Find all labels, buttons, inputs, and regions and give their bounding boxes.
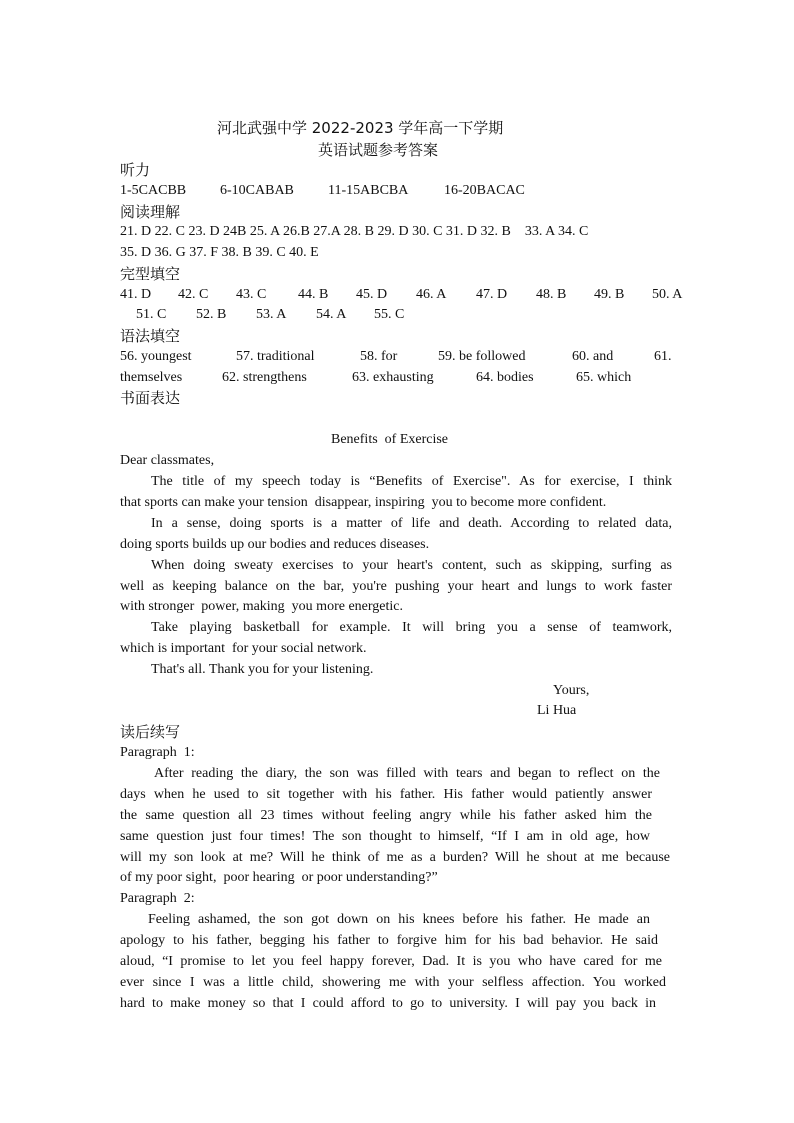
section-heading-grammar: 语法填空 <box>120 327 181 345</box>
section-heading-cloze: 完型填空 <box>120 265 181 283</box>
essay-line: Take playing basketball for example. It will bring you a sense of teamwork, <box>151 620 672 635</box>
answer-item: 62. strengthens <box>222 370 307 385</box>
answer-item: 64. bodies <box>476 370 534 385</box>
essay-line: well as keeping balance on the bar, you're pushing your heart and lungs to work faster <box>120 579 672 594</box>
answer-item: 43. C <box>236 287 267 302</box>
essay-line: When doing sweaty exercises to your heart's content, such as skipping, surfing as <box>151 558 672 573</box>
answer-item: 65. which <box>576 370 632 385</box>
document-title: 河北武强中学 2022-2023 学年高一下学期 <box>217 119 504 137</box>
answer-item: 54. A <box>316 307 347 322</box>
essay-line: that sports can make your tension disappear, inspiring you to become more confident. <box>120 495 607 510</box>
continuation-line: will my son look at me? Will he think of me as a burden? Will he shout at me because <box>120 850 670 865</box>
answer-group: 1-5CACBB <box>120 183 187 198</box>
answer-group: 6-10CABAB <box>220 183 294 198</box>
essay-line: which is important for your social network. <box>120 641 367 656</box>
answer-item: 63. exhausting <box>352 370 434 385</box>
essay-title: Benefits of Exercise <box>331 432 449 447</box>
document-subtitle: 英语试题参考答案 <box>318 141 439 159</box>
continuation-line: After reading the diary, the son was filled with tears and began to reflect on the <box>154 766 660 781</box>
essay-line: That's all. Thank you for your listening. <box>151 662 374 677</box>
section-heading-continuation: 读后续写 <box>120 723 181 741</box>
continuation-line: Feeling ashamed, the son got down on his knees before his father. He made an <box>148 912 650 927</box>
section-heading-listening: 听力 <box>120 161 151 179</box>
continuation-line: apology to his father, begging his father to forgive him for his bad behavior. He said <box>120 933 658 948</box>
answer-item: 50. A <box>652 287 683 302</box>
essay-closing: Yours, <box>553 683 590 698</box>
reading-answers-line: 35. D 36. G 37. F 38. B 39. C 40. E <box>120 245 319 260</box>
answer-item: 42. C <box>178 287 209 302</box>
answer-item: 58. for <box>360 349 398 364</box>
answer-item: 45. D <box>356 287 388 302</box>
essay-line: The title of my speech today is “Benefits of Exercise". As for exercise, I think <box>151 474 672 489</box>
answer-group: 11-15ABCBA <box>328 183 409 198</box>
answer-item: 56. youngest <box>120 349 192 364</box>
answer-item: 57. traditional <box>236 349 315 364</box>
continuation-line: ever since I was a little child, showering me with your selfless affection. You worked <box>120 975 666 990</box>
answer-item: 44. B <box>298 287 329 302</box>
answer-item: 59. be followed <box>438 349 526 364</box>
essay-salutation: Dear classmates, <box>120 453 215 468</box>
answer-item: 60. and <box>572 349 614 364</box>
answer-item: 51. C <box>136 307 167 322</box>
paragraph-label: Paragraph 1: <box>120 745 195 760</box>
answer-item: 46. A <box>416 287 447 302</box>
section-heading-writing: 书面表达 <box>120 389 181 407</box>
continuation-line: same question just four times! The son thought to himself, “If I am in old age, how <box>120 829 650 844</box>
section-heading-reading: 阅读理解 <box>120 203 181 221</box>
answer-item: themselves <box>120 370 183 385</box>
essay-signature: Li Hua <box>537 703 577 718</box>
answer-item: 41. D <box>120 287 152 302</box>
answer-item: 55. C <box>374 307 405 322</box>
paragraph-label: Paragraph 2: <box>120 891 195 906</box>
answer-item: 52. B <box>196 307 227 322</box>
reading-answers-line: 21. D 22. C 23. D 24B 25. A 26.B 27.A 28. B 29. D 30. C 31. D 32. B 33. A 34. C <box>120 224 589 239</box>
continuation-line: hard to make money so that I could afford to go to university. I will pay you back in <box>120 996 656 1011</box>
essay-line: with stronger power, making you more energetic. <box>120 599 403 614</box>
continuation-line: days when he used to sit together with his father. His father would patiently answer <box>120 787 652 802</box>
continuation-line: aloud, “I promise to let you feel happy forever, Dad. It is you who have cared for me <box>120 954 662 969</box>
answer-item: 53. A <box>256 307 287 322</box>
answer-item: 48. B <box>536 287 567 302</box>
answer-item: 47. D <box>476 287 508 302</box>
answer-item: 61. <box>654 349 672 364</box>
answer-item: 49. B <box>594 287 625 302</box>
essay-line: doing sports builds up our bodies and reduces diseases. <box>120 537 430 552</box>
continuation-line: the same question all 23 times without feeling angry while his father asked him the <box>120 808 652 823</box>
continuation-line: of my poor sight, poor hearing or poor understanding?” <box>120 870 438 885</box>
essay-line: In a sense, doing sports is a matter of life and death. According to related data, <box>151 516 672 531</box>
answer-group: 16-20BACAC <box>444 183 525 198</box>
